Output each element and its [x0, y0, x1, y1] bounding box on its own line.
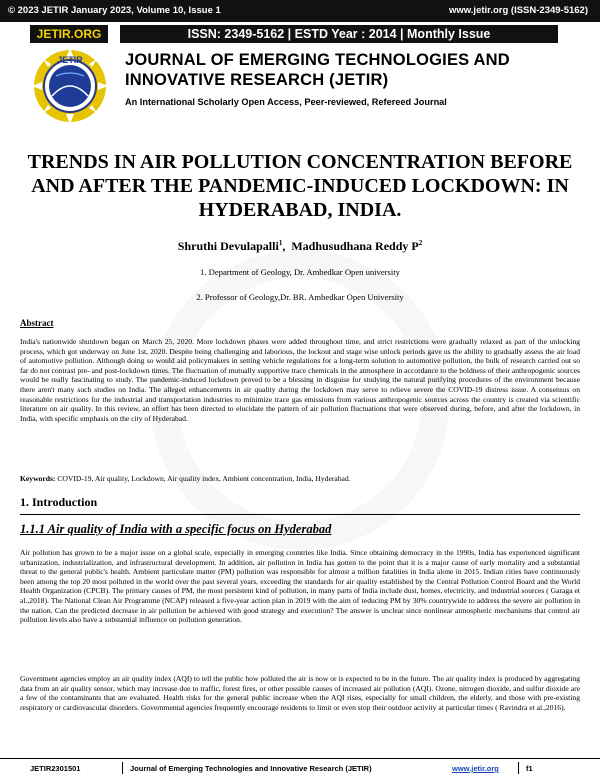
journal-subtitle: An International Scholarly Open Access, Peer-reviewed, Refereed Journal [125, 97, 447, 107]
keywords-text: COVID-19, Air quality, Lockdown, Air quality index, Ambient concentration, India, Hyderabad. [57, 474, 351, 483]
jetir-logo [30, 46, 110, 126]
abstract-heading: Abstract [20, 318, 54, 328]
footer-divider [122, 762, 123, 774]
author-1: Shruthi Devulapalli [177, 239, 279, 253]
paper-title: TRENDS IN AIR POLLUTION CONCENTRATION BEFORE AND AFTER THE PANDEMIC-INDUCED LOCKDOWN: IN HYDERABAD, INDIA. [27, 151, 573, 221]
affiliation-1: 1. Department of Geology, Dr. Ambedkar Open university [200, 267, 400, 277]
author-2: Madhusudhana Reddy P [291, 239, 419, 253]
issn-bar [0, 25, 600, 43]
footer [0, 758, 600, 777]
section-heading: 1. Introduction [20, 495, 98, 509]
intro-paragraph-2: Government agencies employ an air quality index (AQI) to tell the public how polluted the air is now or is expected to be in the future. The air quality index is produced by aggregating data from an air quality sensor, which may increase due to traffic, forest fires, or other possible causes of increased air pollution (AQI). Ozone, nitrogen dioxide, and sulfur dioxide are a few of the contaminants that are evaluated. Health risks for the general public increase when the AQI rises, especially for small children, the elderly, and those with pre-existing respiratory or cardiovascular disorders. Governmental agencies frequently encourage residents to limit or even stop their outdoor activity at particular times ( Ravindra et al.,2016). [20, 674, 580, 712]
site-label: JETIR.ORG [30, 25, 108, 43]
affiliation-2: 2. Professor of Geology,Dr. BR. Ambedkar Open University [196, 292, 404, 302]
keywords-label: Keywords: [20, 474, 58, 483]
author-1-sup: 1 [278, 239, 283, 247]
author-2-sup: 2 [418, 239, 423, 247]
issn-line: ISSN: 2349-5162 | ESTD Year : 2014 | Monthly Issue [120, 25, 558, 43]
keywords [20, 474, 580, 483]
header-bar [0, 0, 600, 22]
subsection-heading: 1.1.1 Air quality of India with a specific focus on Hyderabad [20, 522, 332, 536]
footer-divider [518, 762, 519, 774]
header-right-text: www.jetir.org (ISSN-2349-5162) [448, 5, 588, 16]
authors [20, 239, 580, 254]
footer-journal: Journal of Emerging Technologies and Innovative Research (JETIR) [130, 764, 372, 773]
header-left-text: © 2023 JETIR January 2023, Volume 10, Issue 1 [8, 5, 221, 16]
logo-text: JETIR [57, 55, 83, 65]
footer-site-link[interactable]: www.jetir.org [452, 764, 499, 773]
intro-paragraph-1: Air pollution has grown to be a major issue on a global scale, especially in emerging countries like India. Since obtaining democracy in the 1990s, India has experienced significant urbanization, industrialization, and infrastructural development. In addition, air pollution in India has gotten to the point that it is a major cause of early mortality and a substantial threat to the general public's health. Ambient particulate matter (PM) pollution was responsible for almost a million fatalities in India alone in 2015. Indian cities have continuously been among the top 20 most polluted in the world over the past several years, exceeding the standards for air quality established by the Central Pollution Control Board and the World Health Organization (CPCB). The primary causes of PM, the most persistent kind of pollution, in many parts of India include dust, homes, electricity, and industrial sources ( Garaga et al.,2018). The National Clean Air Programme (NCAP) released a five-year action plan in 2019 with the aim of reducing PM by 30% countrywide to address the severe air pollution in the nation. Can the predicted decrease in air pollution be achieved with good strategy and execution? The answer is unclear since nonlinear atmospheric mechanisms that control air pollution levels also have a substantial influence on pollution generation. [20, 548, 580, 625]
footer-id: JETIR2301501 [30, 764, 81, 773]
journal-title: JOURNAL OF EMERGING TECHNOLOGIES AND INNOVATIVE RESEARCH (JETIR) [125, 51, 510, 89]
section-rule [20, 514, 580, 515]
abstract-text: India's nationwide shutdown began on March 25, 2020. More lockdown phases were added throughout time, and strict restrictions were gradually relaxed as part of the unlocking process, which got underway on June 1st, 2020. Despite being challenging and laborious, the lockout and stage wise unlock periods gave us the ability to gradually assess the air load of automotive pollution. Although doing so would aid policymakers in setting vehicle regulations for a long-term solution to automotive pollution, the bulk of research carried out so far do not contrast pre- and post-lockdown times. The fluctuation of mutually supportive trace chemicals in the atmosphere in accordance to the boldness of their anthropogenic sources would be really fascinating to study. The pandemic-induced lockdown proved to be a blessing in disguise for studying the natural purifying procedures of the environment because there aren't many such studies on India. The alleged enhancements in air quality during the lockdown may serve to relieve severe the COVID-19 distress issue. A consensus on reasonable restrictions for the industrial and transportation industries to minimize trace gas emissions from various anthropogenic sources across the country is created via scientific literature on air quality. In this review, an effort has been directed to elucidate the pattern of air pollution fluctuations that were observed during, before, and after the lockdown, in India, with specific emphasis on the city of Hyderabad. [20, 337, 580, 423]
footer-page: f1 [526, 764, 533, 773]
author-separator: , [282, 239, 292, 253]
